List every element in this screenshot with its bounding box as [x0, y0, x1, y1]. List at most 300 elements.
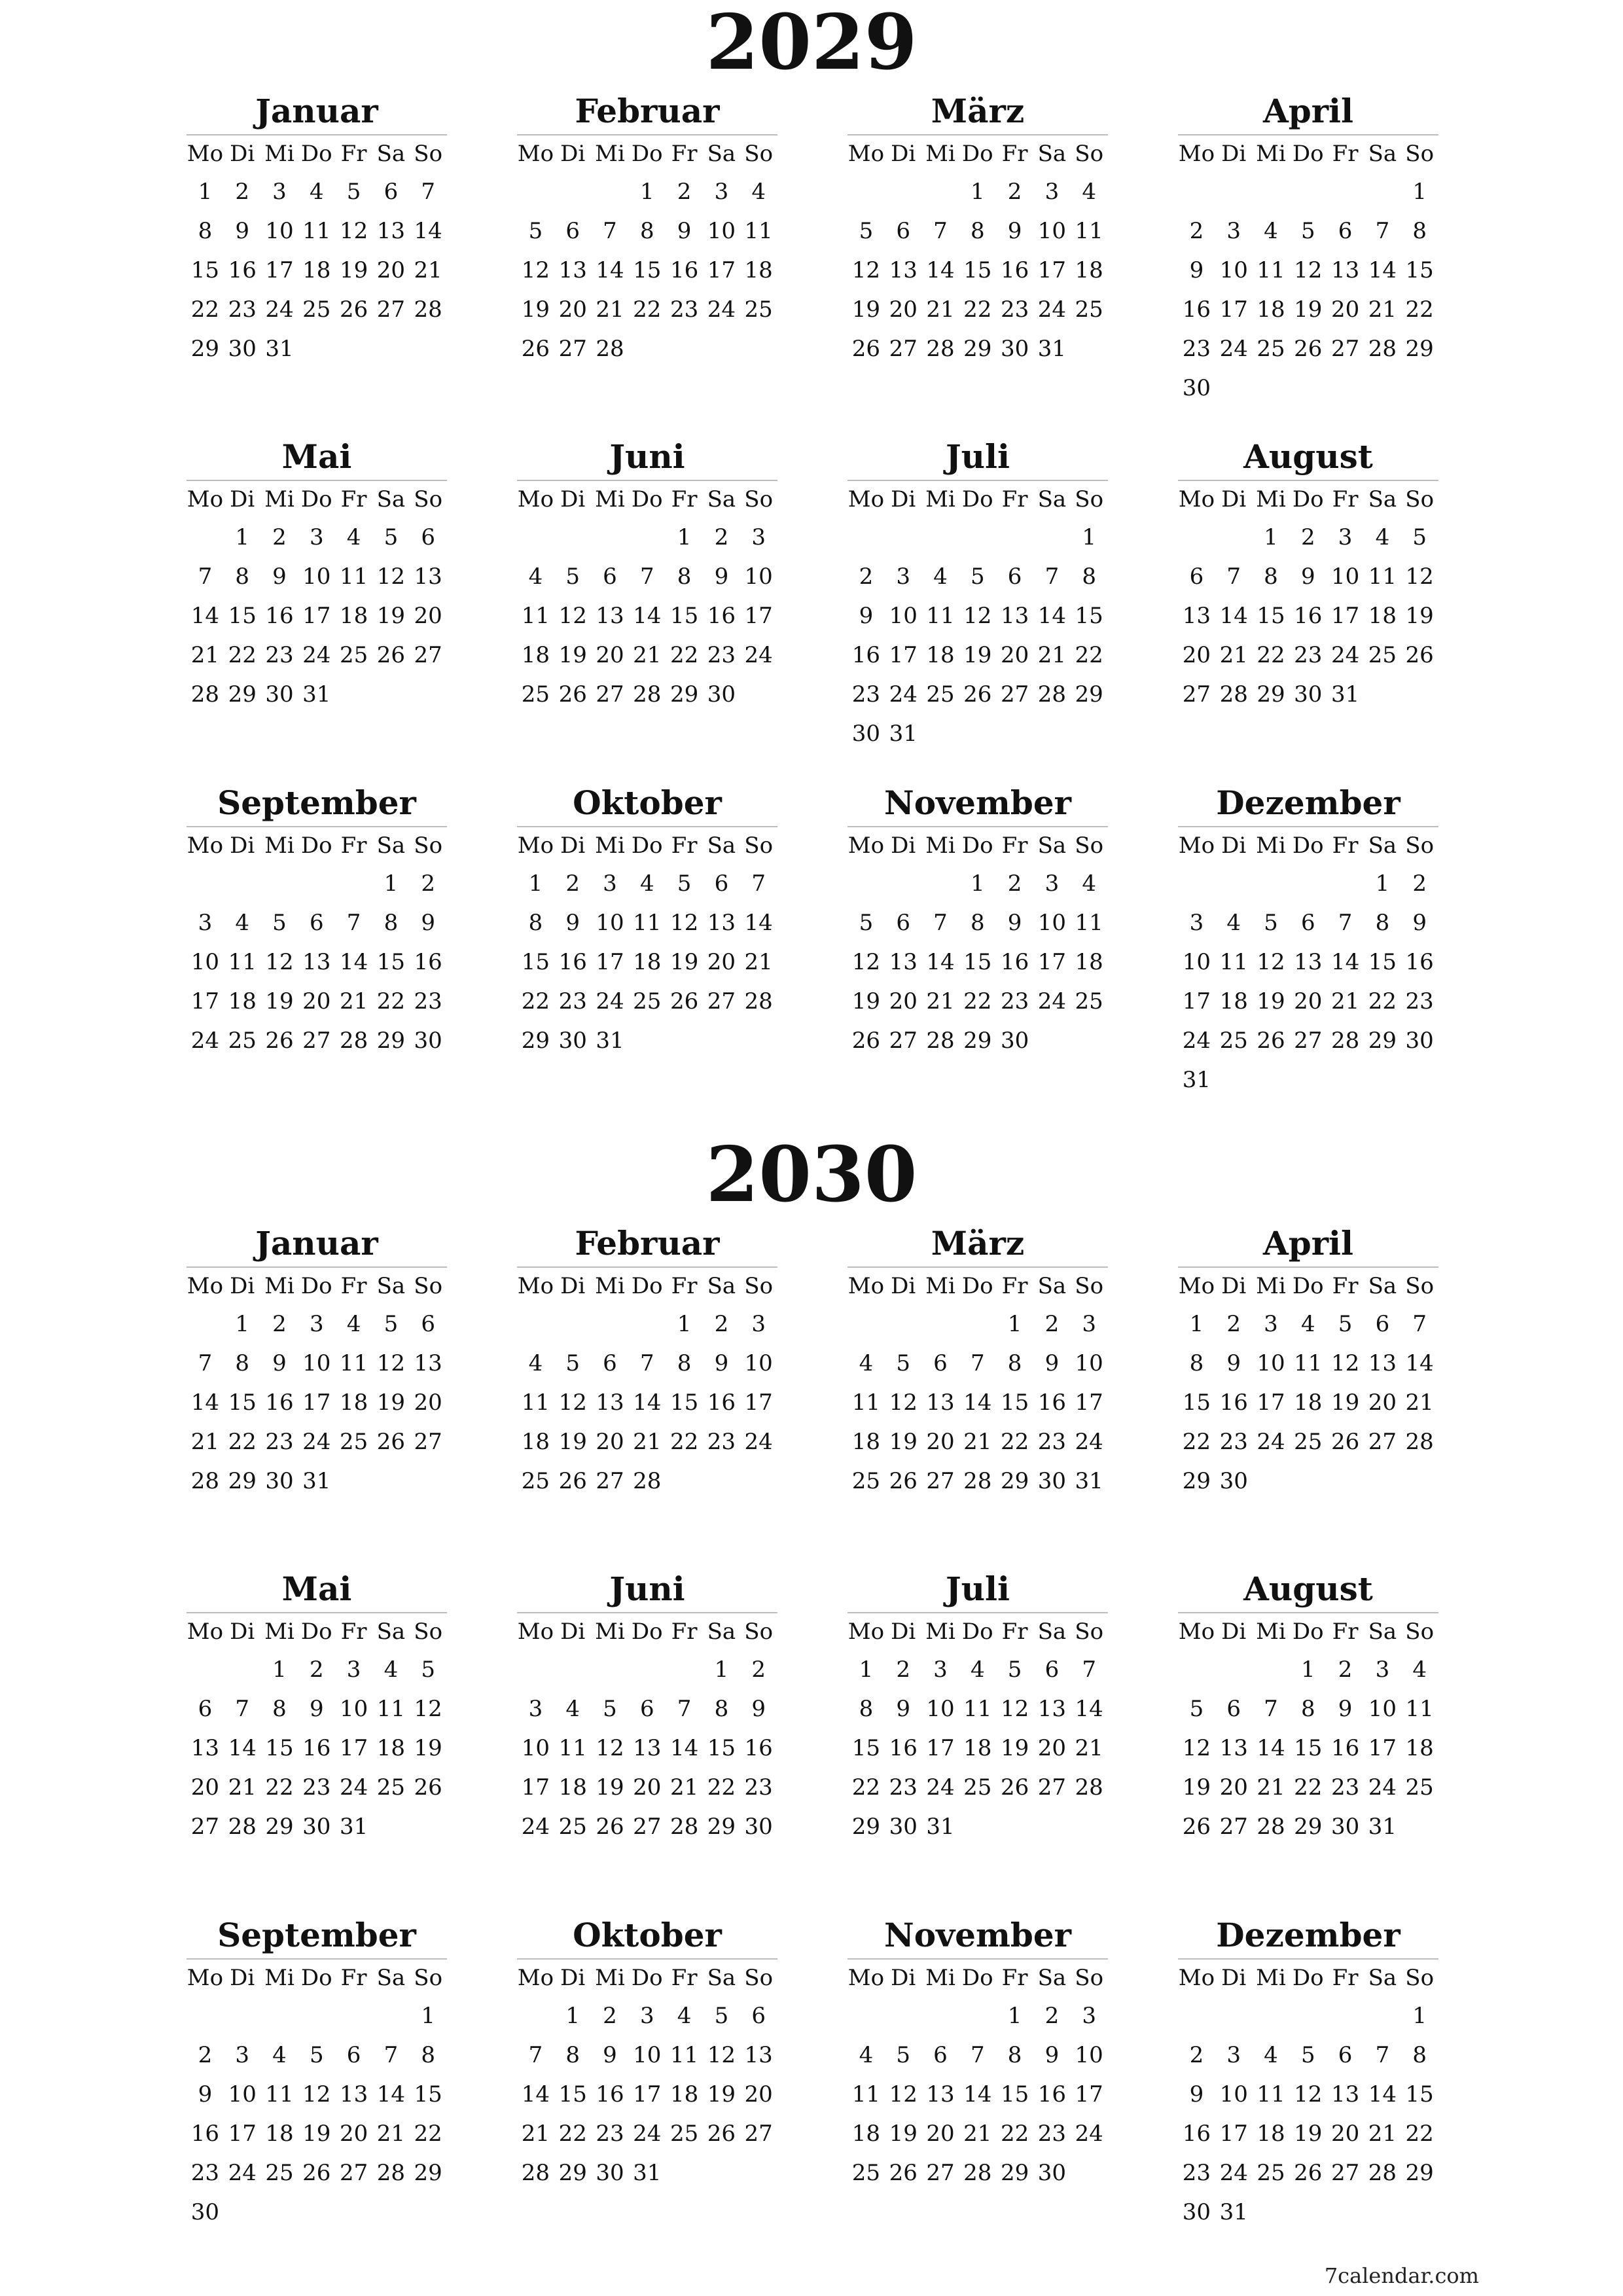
week-row: [517, 675, 777, 714]
day-cell: 12: [596, 1735, 624, 1761]
week-row: [517, 251, 777, 290]
day-cell: 23: [707, 642, 736, 668]
day-cell: 18: [963, 1735, 992, 1761]
year-title: 2030: [705, 1130, 918, 1219]
day-cell: 4: [859, 2042, 874, 2068]
weekday-label: Mi: [1256, 141, 1286, 167]
weekday-label: Sa: [1368, 486, 1397, 512]
day-cell: 10: [744, 564, 773, 590]
day-cell: 27: [926, 2160, 955, 2186]
day-cell: 17: [265, 257, 294, 283]
day-cell: 28: [376, 2160, 406, 2186]
month-name: März: [931, 92, 1025, 130]
weekday-label: Mo: [847, 1619, 885, 1645]
day-cell: [1401, 1462, 1438, 1501]
day-cell: 24: [707, 296, 736, 323]
week-row: [847, 557, 1108, 596]
day-cell: 1: [970, 179, 985, 205]
week-row: [517, 2075, 777, 2114]
month-block: [1178, 1221, 1438, 1554]
day-cell: 12: [339, 218, 368, 244]
day-cell: 30: [265, 681, 294, 708]
week-row: [1178, 329, 1438, 368]
weekday-label: So: [414, 1619, 443, 1645]
day-cell: 28: [1368, 2160, 1397, 2186]
weekday-label: Mo: [847, 833, 885, 859]
day-cell: 20: [889, 296, 918, 323]
day-cell: 21: [963, 2121, 992, 2147]
day-cell: 17: [926, 1735, 955, 1761]
week-row: [847, 1383, 1108, 1422]
day-cell: 26: [1405, 642, 1434, 668]
day-cell: 10: [1330, 564, 1360, 590]
day-cell: 4: [1264, 218, 1278, 244]
weekday-label: Sa: [1368, 141, 1397, 167]
day-cell: 11: [521, 1390, 550, 1416]
day-cell: 18: [851, 1429, 881, 1455]
day-cell: 27: [376, 296, 406, 323]
weekday-label: So: [744, 486, 774, 512]
day-cell: 21: [633, 1429, 662, 1455]
day-cell: 19: [707, 2081, 736, 2108]
week-row: [847, 714, 1108, 753]
week-row: [187, 2153, 447, 2193]
day-cell: 26: [265, 1028, 294, 1054]
day-cell: 15: [228, 603, 257, 629]
day-cell: [1289, 2193, 1327, 2232]
day-cell: 14: [669, 1735, 699, 1761]
day-cell: 17: [633, 2081, 662, 2108]
weekday-label: Fr: [1001, 486, 1028, 512]
day-cell: [1253, 864, 1290, 903]
day-cell: 24: [1219, 336, 1248, 362]
day-cell: 15: [851, 1735, 881, 1761]
day-cell: 3: [1375, 1657, 1390, 1683]
day-cell: 11: [1368, 564, 1397, 590]
weekday-label: Di: [230, 1619, 255, 1645]
day-cell: 17: [339, 1735, 368, 1761]
day-cell: 14: [190, 1390, 220, 1416]
day-cell: 22: [1405, 2121, 1434, 2147]
day-cell: 3: [1082, 2003, 1096, 2029]
week-row: [847, 903, 1108, 942]
week-row: [847, 1462, 1108, 1501]
day-cell: 16: [414, 949, 442, 975]
day-cell: 25: [669, 2121, 699, 2147]
day-cell: [1364, 1996, 1401, 2036]
day-cell: 5: [383, 1311, 399, 1337]
day-cell: 21: [1368, 296, 1397, 323]
day-cell: 15: [1368, 949, 1397, 975]
week-row: [517, 1996, 777, 2036]
day-cell: 10: [228, 2081, 257, 2108]
day-cell: 26: [414, 1774, 442, 1801]
week-row: [517, 172, 777, 211]
day-cell: [628, 1304, 666, 1344]
weekday-label: Sa: [1037, 486, 1067, 512]
week-row: [1178, 1383, 1438, 1422]
day-cell: 26: [707, 2121, 736, 2147]
day-cell: 12: [851, 257, 881, 283]
month-block: [1178, 434, 1438, 768]
day-cell: 21: [1075, 1735, 1103, 1761]
day-cell: 8: [714, 1696, 729, 1722]
day-cell: 19: [1330, 1390, 1360, 1416]
day-cell: 20: [1182, 642, 1211, 668]
week-row: [187, 329, 447, 368]
day-cell: 18: [521, 1429, 550, 1455]
day-cell: 28: [963, 2160, 992, 2186]
year-title: 2029: [705, 0, 918, 87]
day-cell: 3: [603, 870, 617, 897]
day-cell: 22: [265, 1774, 294, 1801]
week-row: [847, 636, 1108, 675]
day-cell: 8: [970, 218, 985, 244]
weekday-label: Mi: [595, 833, 625, 859]
weekday-label: Fr: [340, 141, 367, 167]
day-cell: 26: [851, 1028, 881, 1054]
day-cell: [1289, 368, 1327, 408]
weekday-label: Mi: [925, 141, 955, 167]
weekday-label: So: [1075, 486, 1104, 512]
day-cell: 14: [190, 603, 220, 629]
week-row: [847, 329, 1108, 368]
day-cell: 21: [190, 1429, 220, 1455]
day-cell: 7: [639, 1350, 654, 1376]
weekday-label: So: [414, 1273, 443, 1299]
day-cell: 12: [1294, 2081, 1323, 2108]
week-row: [187, 1422, 447, 1462]
day-cell: 4: [751, 179, 766, 205]
weekday-label: Mo: [517, 1273, 554, 1299]
day-cell: 21: [1219, 642, 1248, 668]
day-cell: [372, 1807, 410, 1846]
day-cell: 17: [1075, 1390, 1103, 1416]
weekday-label: Do: [961, 1965, 993, 1991]
weekday-label: Di: [560, 141, 586, 167]
day-cell: [703, 329, 740, 368]
day-cell: 12: [558, 603, 587, 629]
day-cell: 25: [1405, 1774, 1434, 1801]
day-cell: 7: [1375, 218, 1390, 244]
weekday-label: Do: [961, 141, 993, 167]
day-cell: 30: [1405, 1028, 1434, 1054]
weekday-label: Do: [631, 1965, 663, 1991]
day-cell: [1401, 2193, 1438, 2232]
day-cell: 1: [1007, 2003, 1022, 2029]
day-cell: 19: [302, 2121, 331, 2147]
day-cell: 18: [669, 2081, 699, 2108]
weekday-label: Fr: [340, 833, 367, 859]
day-cell: 29: [265, 1814, 294, 1840]
day-cell: 15: [669, 603, 699, 629]
day-cell: 28: [414, 296, 442, 323]
day-cell: 11: [1257, 2081, 1285, 2108]
day-cell: 17: [744, 603, 773, 629]
day-cell: 16: [1182, 2121, 1211, 2147]
day-cell: [1253, 172, 1290, 211]
day-cell: 5: [309, 2042, 324, 2068]
week-row: [187, 1768, 447, 1807]
week-row: [1178, 1344, 1438, 1383]
day-cell: 10: [302, 1350, 331, 1376]
day-cell: 6: [346, 2042, 361, 2068]
day-cell: 2: [603, 2003, 617, 2029]
day-cell: 5: [1412, 524, 1427, 550]
weekday-label: So: [414, 141, 443, 167]
weekday-header-row: [1178, 135, 1438, 172]
day-cell: 7: [933, 218, 948, 244]
day-cell: 15: [1182, 1390, 1211, 1416]
weekday-label: Di: [560, 486, 586, 512]
day-cell: 9: [1226, 1350, 1241, 1376]
day-cell: 14: [414, 218, 442, 244]
weekday-label: Fr: [1001, 833, 1028, 859]
day-cell: 2: [198, 2042, 213, 2068]
day-cell: [261, 2193, 298, 2232]
day-cell: 10: [1219, 2081, 1248, 2108]
day-cell: 17: [1330, 603, 1360, 629]
day-cell: 22: [669, 1429, 699, 1455]
day-cell: 14: [376, 2081, 406, 2108]
day-cell: 19: [558, 642, 587, 668]
weekday-label: Di: [230, 1273, 255, 1299]
weekday-label: Fr: [671, 486, 698, 512]
day-cell: 9: [309, 1696, 324, 1722]
day-cell: 19: [851, 988, 881, 1014]
day-cell: 26: [1330, 1429, 1360, 1455]
day-cell: 27: [744, 2121, 773, 2147]
day-cell: 4: [235, 910, 250, 936]
weekday-label: Do: [631, 486, 663, 512]
day-cell: [1071, 1807, 1108, 1846]
day-cell: 23: [744, 1774, 773, 1801]
day-cell: 20: [1219, 1774, 1248, 1801]
month-name: November: [884, 1916, 1071, 1954]
day-cell: 14: [1330, 949, 1360, 975]
weekday-label: Do: [300, 1965, 332, 1991]
week-row: [847, 2153, 1108, 2193]
day-cell: 23: [1294, 642, 1323, 668]
day-cell: 10: [302, 564, 331, 590]
day-cell: 5: [421, 1657, 435, 1683]
day-cell: [1215, 864, 1253, 903]
weekday-label: So: [1405, 833, 1435, 859]
day-cell: 16: [1037, 1390, 1067, 1416]
day-cell: 20: [926, 2121, 955, 2147]
weekday-header-row: [187, 1613, 447, 1650]
weekday-header-row: [187, 481, 447, 518]
day-cell: 4: [565, 1696, 580, 1722]
weekday-label: Do: [1292, 1965, 1324, 1991]
day-cell: 22: [228, 1429, 257, 1455]
day-cell: 30: [1294, 681, 1323, 708]
day-cell: 4: [528, 564, 543, 590]
day-cell: 1: [528, 870, 543, 897]
month-block: [517, 780, 777, 1114]
week-row: [187, 290, 447, 329]
day-cell: 13: [339, 2081, 368, 2108]
day-cell: 13: [1000, 603, 1029, 629]
day-cell: 28: [633, 681, 662, 708]
day-cell: [1289, 864, 1327, 903]
week-row: [1178, 211, 1438, 251]
day-cell: 9: [1044, 2042, 1060, 2068]
week-row: [1178, 2075, 1438, 2114]
day-cell: 20: [1000, 642, 1029, 668]
weekday-label: Sa: [1037, 833, 1067, 859]
day-cell: 23: [558, 988, 587, 1014]
day-cell: 12: [558, 1390, 587, 1416]
day-cell: 14: [963, 1390, 992, 1416]
day-cell: 3: [896, 564, 911, 590]
day-cell: 27: [414, 642, 442, 668]
weekday-label: Do: [300, 833, 332, 859]
weekday-label: Di: [560, 1273, 586, 1299]
day-cell: [410, 329, 447, 368]
day-cell: 8: [565, 2042, 580, 2068]
day-cell: 7: [933, 910, 948, 936]
day-cell: 21: [633, 642, 662, 668]
day-cell: 12: [963, 603, 992, 629]
week-row: [1178, 2153, 1438, 2193]
month-name: Januar: [255, 1224, 378, 1263]
week-row: [187, 1729, 447, 1768]
week-row: [187, 864, 447, 903]
weekday-label: Di: [1221, 1273, 1247, 1299]
weekday-header-row: [187, 1960, 447, 1996]
weekday-header-row: [187, 1268, 447, 1304]
day-cell: 4: [383, 1657, 399, 1683]
day-cell: 13: [889, 949, 918, 975]
day-cell: [1289, 1462, 1327, 1501]
day-cell: 1: [1412, 179, 1427, 205]
day-cell: 15: [669, 1390, 699, 1416]
day-cell: 14: [926, 949, 955, 975]
day-cell: 30: [1037, 2160, 1067, 2186]
day-cell: 26: [1000, 1774, 1029, 1801]
day-cell: 28: [596, 336, 624, 362]
day-cell: 7: [528, 2042, 543, 2068]
day-cell: 24: [302, 1429, 331, 1455]
day-cell: 9: [272, 1350, 287, 1376]
day-cell: [1071, 714, 1108, 753]
week-row: [517, 1021, 777, 1060]
weekday-label: Di: [230, 141, 255, 167]
day-cell: [628, 329, 666, 368]
month-block: [517, 1221, 777, 1554]
day-cell: 24: [1330, 642, 1360, 668]
day-cell: 15: [633, 257, 662, 283]
day-cell: 9: [1189, 2081, 1204, 2108]
weekday-label: Sa: [707, 1965, 736, 1991]
day-cell: 2: [309, 1657, 324, 1683]
day-cell: 24: [302, 642, 331, 668]
day-cell: 30: [414, 1028, 442, 1054]
day-cell: [922, 518, 959, 557]
day-cell: 17: [596, 949, 624, 975]
weekday-label: Sa: [707, 141, 736, 167]
day-cell: 20: [744, 2081, 773, 2108]
day-cell: 5: [1300, 2042, 1315, 2068]
day-cell: 15: [558, 2081, 587, 2108]
day-cell: [1178, 518, 1215, 557]
day-cell: 6: [1044, 1657, 1060, 1683]
day-cell: 13: [414, 564, 442, 590]
day-cell: 16: [596, 2081, 624, 2108]
day-cell: [1289, 172, 1327, 211]
day-cell: 10: [1037, 218, 1067, 244]
day-cell: 29: [963, 336, 992, 362]
week-row: [847, 2036, 1108, 2075]
month-block: [187, 780, 447, 1114]
month-block: [1178, 88, 1438, 422]
day-cell: 20: [889, 988, 918, 1014]
week-row: [847, 1807, 1108, 1846]
week-row: [1178, 2114, 1438, 2153]
day-cell: 26: [302, 2160, 331, 2186]
week-row: [517, 864, 777, 903]
weekday-label: Sa: [1037, 1619, 1067, 1645]
day-cell: 13: [190, 1735, 220, 1761]
day-cell: 2: [1044, 2003, 1060, 2029]
day-cell: 3: [1264, 1311, 1278, 1337]
weekday-label: Di: [891, 1619, 916, 1645]
week-row: [847, 1344, 1108, 1383]
week-row: [517, 557, 777, 596]
day-cell: 7: [1375, 2042, 1390, 2068]
week-row: [517, 1304, 777, 1344]
weekday-label: Do: [631, 1619, 663, 1645]
week-row: [1178, 557, 1438, 596]
day-cell: [372, 1996, 410, 2036]
day-cell: [1071, 1021, 1108, 1060]
day-cell: 8: [235, 1350, 250, 1376]
day-cell: 11: [1405, 1696, 1434, 1722]
month-name: Februar: [575, 1224, 720, 1263]
day-cell: 16: [190, 2121, 220, 2147]
day-cell: [628, 1650, 666, 1689]
day-cell: 12: [1000, 1696, 1029, 1722]
day-cell: 17: [1368, 1735, 1397, 1761]
day-cell: 11: [339, 564, 368, 590]
day-cell: 22: [963, 296, 992, 323]
day-cell: [372, 2193, 410, 2232]
day-cell: 22: [414, 2121, 442, 2147]
day-cell: 26: [1294, 2160, 1323, 2186]
day-cell: 14: [1075, 1696, 1103, 1722]
day-cell: 28: [190, 681, 220, 708]
weekday-label: Di: [1221, 1619, 1247, 1645]
day-cell: [592, 1650, 629, 1689]
weekday-header-row: [517, 827, 777, 864]
weekday-label: Do: [1292, 1273, 1324, 1299]
week-row: [1178, 172, 1438, 211]
day-cell: 21: [376, 2121, 406, 2147]
day-cell: 13: [1368, 1350, 1397, 1376]
day-cell: 23: [1405, 988, 1434, 1014]
day-cell: 30: [744, 1814, 773, 1840]
weekday-label: Fr: [340, 486, 367, 512]
week-row: [187, 2075, 447, 2114]
day-cell: 27: [558, 336, 587, 362]
day-cell: 12: [1182, 1735, 1211, 1761]
month-name: April: [1262, 1224, 1354, 1263]
day-cell: 9: [235, 218, 250, 244]
weekday-label: So: [744, 141, 774, 167]
month-name: Juni: [609, 1570, 685, 1608]
day-cell: 12: [376, 1350, 406, 1376]
